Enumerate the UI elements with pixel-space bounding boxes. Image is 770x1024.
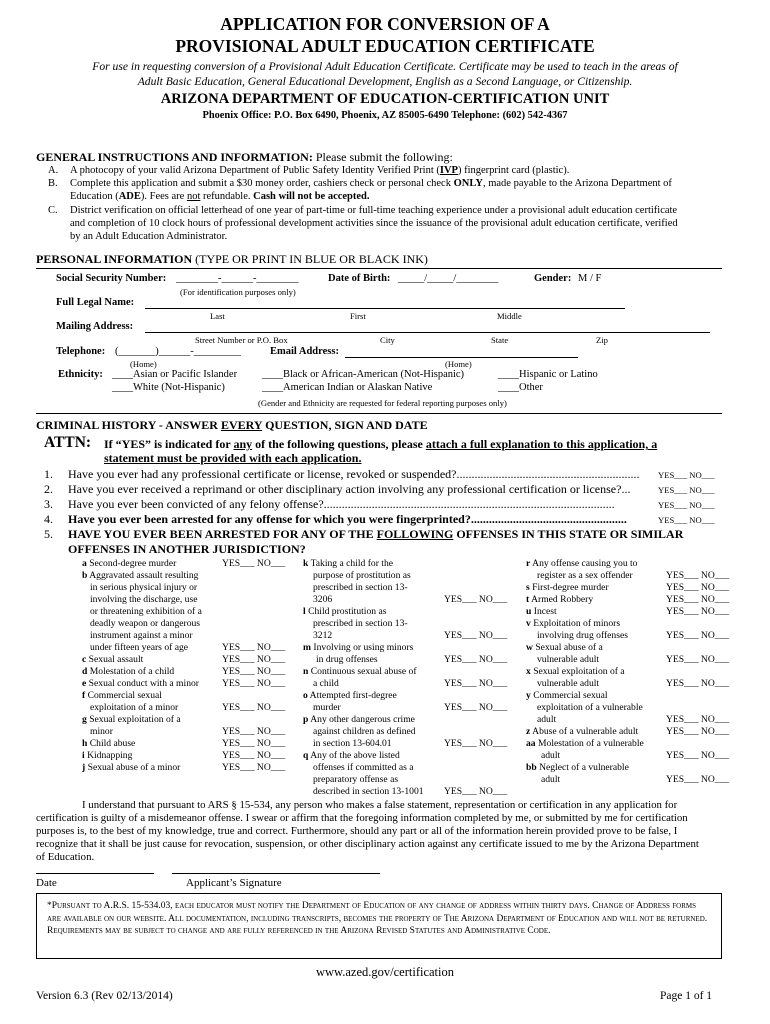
question-number: 1. — [44, 467, 53, 481]
ssn-note: (For identification purposes only) — [180, 287, 296, 297]
name-middle-caption: Middle — [497, 311, 522, 321]
question-2-yes-no[interactable]: YES___ NO___ — [658, 485, 715, 495]
offense-text: described in section 13-1001 — [313, 786, 424, 797]
offense-v-yes-no[interactable]: YES___ NO___ — [666, 630, 730, 641]
offense-text: in drug offenses — [316, 654, 378, 665]
attn-label: ATTN: — [44, 434, 92, 451]
question-number: 4. — [44, 512, 53, 526]
offense-w: w Sexual abuse of a — [526, 642, 603, 653]
gender-label: Gender: — [534, 273, 572, 284]
offense-bb: bb Neglect of a vulnerable — [526, 762, 629, 773]
name-first-caption: First — [350, 311, 366, 321]
offense-g-yes-no[interactable]: YES___ NO___ — [222, 726, 286, 737]
offense-z: z Abuse of a vulnerable adult — [526, 726, 639, 737]
offense-a: a Second-degree murder — [82, 558, 177, 569]
offense-d-yes-no[interactable]: YES___ NO___ — [222, 666, 286, 677]
offense-o-yes-no[interactable]: YES___ NO___ — [444, 702, 508, 713]
question-2: Have you ever received a reprimand or other disciplinary action involving any professional certification or license?... — [68, 482, 631, 496]
instruction-a: A photocopy of your valid Arizona Department of Public Safety Identity Verified Print (IVP) fingerprint card (plastic). — [70, 165, 570, 176]
criminal-heading: CRIMINAL HISTORY - ANSWER EVERY QUESTION, SIGN AND DATE — [36, 418, 428, 432]
item-letter-c: C. — [48, 205, 58, 216]
instruction-b-cont: Education (ADE). Fees are not refundable. Cash will not be accepted. — [70, 191, 370, 202]
offense-text: purpose of prostitution as — [313, 570, 411, 581]
footer-version: Version 6.3 (Rev 02/13/2014) — [36, 990, 173, 1002]
offense-text: instrument against a minor — [90, 630, 193, 641]
question-1-yes-no[interactable]: YES___ NO___ — [658, 470, 715, 480]
offense-text: deadly weapon or dangerous — [90, 618, 201, 629]
subtitle-line-1: For use in requesting conversion of a Provisional Adult Education Certificate. Certificate may be used to teach in the areas of — [92, 60, 678, 73]
office-address: Phoenix Office: P.O. Box 6490, Phoenix, AZ 85005-6490 Telephone: (602) 542-4367 — [202, 110, 568, 121]
offense-r: r Any offense causing you to — [526, 558, 638, 569]
ethnicity-hispanic-option[interactable]: ____Hispanic or Latino — [498, 369, 598, 380]
offense-l: l Child prostitution as — [303, 606, 387, 617]
offense-text: adult — [541, 774, 561, 785]
mailing-address-field[interactable] — [145, 332, 710, 333]
offense-text: against children as defined — [313, 726, 416, 737]
offense-j: j Sexual abuse of a minor — [82, 762, 181, 773]
offense-u-yes-no[interactable]: YES___ NO___ — [666, 606, 730, 617]
signature-field[interactable] — [172, 873, 380, 874]
offense-text: 3206 — [313, 594, 333, 605]
offense-p-yes-no[interactable]: YES___ NO___ — [444, 738, 508, 749]
offense-u: u Incest — [526, 606, 557, 617]
declaration-line-2: certification is guilty of a misdemeanor offense. I swear or affirm that the foregoing information completed by me, or submitted by me for certification — [36, 812, 688, 824]
offense-m: m Involving or using minors — [303, 642, 414, 653]
offense-text: involving drug offenses — [537, 630, 628, 641]
offense-text: under fifteen years of age — [90, 642, 189, 653]
item-letter-b: B. — [48, 178, 58, 189]
offense-text: exploitation of a minor — [90, 702, 179, 713]
offense-x-yes-no[interactable]: YES___ NO___ — [666, 678, 730, 689]
offense-aa: aa Molestation of a vulnerable — [526, 738, 644, 749]
offense-text: vulnerable adult — [537, 654, 600, 665]
offense-aa-yes-no[interactable]: YES___ NO___ — [666, 750, 730, 761]
offense-n: n Continuous sexual abuse of — [303, 666, 417, 677]
dob-label: Date of Birth: — [328, 273, 391, 284]
offense-c: c Sexual assault — [82, 654, 144, 665]
telephone-home-caption: (Home) — [130, 359, 157, 369]
offense-a-yes-no[interactable]: YES___ NO___ — [222, 558, 286, 569]
offense-k-yes-no[interactable]: YES___ NO___ — [444, 594, 508, 605]
question-number: 2. — [44, 482, 53, 496]
email-label: Email Address: — [270, 346, 339, 357]
signature-label: Applicant’s Signature — [186, 877, 282, 889]
title-line-1: APPLICATION FOR CONVERSION OF A — [220, 14, 550, 34]
offense-t: t Armed Robbery — [526, 594, 594, 605]
question-number: 3. — [44, 497, 53, 511]
gender-options[interactable]: M / F — [578, 273, 602, 284]
zip-caption: Zip — [596, 335, 608, 345]
question-3-yes-no[interactable]: YES___ NO___ — [658, 500, 715, 510]
footer-url[interactable]: www.azed.gov/certification — [315, 965, 455, 979]
offense-l-yes-no[interactable]: YES___ NO___ — [444, 630, 508, 641]
offense-m-yes-no[interactable]: YES___ NO___ — [444, 654, 508, 665]
offense-text: a child — [313, 678, 339, 689]
offense-text: register as a sex offender — [537, 570, 633, 581]
offense-k: k Taking a child for the — [303, 558, 394, 569]
telephone-field[interactable]: (_______)______-_________ — [115, 346, 241, 357]
offense-text: in section 13-604.01 — [313, 738, 392, 749]
email-home-caption: (Home) — [445, 359, 472, 369]
offense-x: x Sexual exploitation of a — [526, 666, 625, 677]
instructions-heading: GENERAL INSTRUCTIONS AND INFORMATION: Please submit the following: — [36, 150, 453, 164]
offense-text: adult — [541, 750, 561, 761]
offense-e-yes-no[interactable]: YES___ NO___ — [222, 678, 286, 689]
declaration-line-4: recognize that it shall be just cause for revocation, suspension, or other disciplinary action against any certificate issued to me by the Arizona Department — [36, 838, 699, 850]
street-caption: Street Number or P.O. Box — [195, 335, 288, 345]
offense-f-yes-no[interactable]: YES___ NO___ — [222, 702, 286, 713]
ethnicity-other-option[interactable]: ____Other — [498, 382, 543, 393]
declaration-line-5: of Education. — [36, 851, 95, 863]
personal-heading: PERSONAL INFORMATION (TYPE OR PRINT IN BLUE OR BLACK INK) — [36, 252, 428, 266]
offense-f: f Commercial sexual — [82, 690, 162, 701]
question-3: Have you ever been convicted of any felony offense?................................................................................................. — [68, 497, 615, 511]
item-letter-a: A. — [48, 165, 59, 176]
ssn-label: Social Security Number: — [56, 273, 167, 284]
offense-i: i Kidnapping — [82, 750, 133, 761]
state-caption: State — [491, 335, 509, 345]
offense-bb-yes-no[interactable]: YES___ NO___ — [666, 774, 730, 785]
offense-y-yes-no[interactable]: YES___ NO___ — [666, 714, 730, 725]
offense-text: 3212 — [313, 630, 333, 641]
date-label: Date — [36, 877, 57, 889]
offense-p: p Any other dangerous crime — [303, 714, 415, 725]
offense-text: offenses if committed as a — [313, 762, 414, 773]
offense-r-yes-no[interactable]: YES___ NO___ — [666, 570, 730, 581]
question-5-cont: OFFENSES IN ANOTHER JURISDICTION? — [68, 542, 306, 556]
question-4-yes-no[interactable]: YES___ NO___ — [658, 515, 715, 525]
ethnicity-note: (Gender and Ethnicity are requested for federal reporting purposes only) — [258, 398, 507, 408]
offense-h: h Child abuse — [82, 738, 136, 749]
ethnicity-white-option[interactable]: ____White (Not-Hispanic) — [112, 382, 225, 393]
offense-text: adult — [537, 714, 557, 725]
ethnicity-native-option[interactable]: ____American Indian or Alaskan Native — [262, 382, 433, 393]
ethnicity-asian-option[interactable]: ____Asian or Pacific Islander — [112, 369, 238, 380]
department-name: ARIZONA DEPARTMENT OF EDUCATION-CERTIFICATION UNIT — [160, 91, 610, 107]
offense-n-yes-no[interactable]: YES___ NO___ — [444, 678, 508, 689]
offense-text: vulnerable adult — [537, 678, 600, 689]
title-line-2: PROVISIONAL ADULT EDUCATION CERTIFICATE — [175, 36, 595, 56]
subtitle-line-2: Adult Basic Education, General Educational Development, English as a Second Language, or Citizenship. — [137, 75, 633, 88]
offense-y: y Commercial sexual — [526, 690, 608, 701]
question-1: Have you ever had any professional certificate or license, revoked or suspended?............................................................. — [68, 467, 640, 481]
telephone-label: Telephone: — [56, 346, 106, 357]
offense-j-yes-no[interactable]: YES___ NO___ — [222, 762, 286, 773]
offense-w-yes-no[interactable]: YES___ NO___ — [666, 654, 730, 665]
offense-text: preparatory offense as — [313, 774, 399, 785]
instruction-c-3: by an Adult Education Administrator. — [70, 231, 228, 242]
offense-i-yes-no[interactable]: YES___ NO___ — [222, 750, 286, 761]
declaration-line-3: purposes is, to the best of my knowledge, true and correct. Furthermore, should any part or all of the information herein provided prove to be false, I — [36, 825, 678, 837]
offense-q: q Any of the above listed — [303, 750, 400, 761]
question-4: Have you ever been arrested for any offense for which you were fingerprinted?.................................................... — [68, 512, 627, 526]
city-caption: City — [380, 335, 395, 345]
offense-s-yes-no[interactable]: YES___ NO___ — [666, 582, 730, 593]
offense-b: b Aggravated assault resulting — [82, 570, 199, 581]
offense-b-yes-no[interactable]: YES___ NO___ — [222, 642, 286, 653]
attn-text: If “YES” is indicated for any of the following questions, please attach a full explanation to this application, a — [104, 437, 658, 451]
instruction-c-1: District verification on official letterhead of one year of part-time or full-time teaching experience under a provisional adult education certificate — [70, 205, 678, 216]
offense-text: in serious physical injury or — [90, 582, 198, 593]
date-field[interactable] — [36, 873, 154, 874]
full-name-label: Full Legal Name: — [56, 297, 135, 308]
offense-text: prescribed in section 13- — [313, 582, 408, 593]
section-divider — [36, 268, 722, 269]
footer-page-number: Page 1 of 1 — [660, 990, 713, 1002]
offense-e: e Sexual conduct with a minor — [82, 678, 199, 689]
address-change-notice: *Pursuant to A.R.S. 15-534.03, each educator must notify the Department of Education of any change of address within thirty days. Change of Address forms are available on our website. All documentation, including transcripts, becomes the property of The Arizona Department of Education and will not be returned. Requirements may be subject to change and are fully referenced in the Arizona Revised Statutes and Administrative Code. — [36, 893, 722, 959]
offense-q-yes-no[interactable]: YES___ NO___ — [444, 786, 508, 797]
offense-text: prescribed in section 13- — [313, 618, 408, 629]
offense-text: or threatening exhibition of a — [90, 606, 202, 617]
offense-v: v Exploitation of minors — [526, 618, 621, 629]
offense-text: minor — [90, 726, 113, 737]
offense-h-yes-no[interactable]: YES___ NO___ — [222, 738, 286, 749]
question-5: HAVE YOU EVER BEEN ARRESTED FOR ANY OF THE FOLLOWING OFFENSES IN THIS STATE OR SIMILAR — [68, 527, 684, 541]
ssn-field[interactable]: ________-______-________ — [176, 273, 299, 284]
instruction-c-2: and completion of 10 clock hours of professional development activities since the issuance of the provisional adult education certificate, verified — [70, 218, 678, 229]
offense-text: involving the discharge, use — [90, 594, 198, 605]
offense-s: s First-degree murder — [526, 582, 609, 593]
ethnicity-label: Ethnicity: — [58, 369, 103, 380]
attn-text-cont: statement must be provided with each application. — [104, 451, 362, 465]
declaration-line-1: I understand that pursuant to ARS § 15-534, any person who makes a false statement, representation or certification in any application for — [82, 799, 678, 811]
full-name-field[interactable] — [145, 308, 625, 309]
offense-c-yes-no[interactable]: YES___ NO___ — [222, 654, 286, 665]
question-number: 5. — [44, 527, 53, 541]
ethnicity-black-option[interactable]: ____Black or African-American (Not-Hispanic) — [262, 369, 465, 380]
offense-text: murder — [313, 702, 341, 713]
dob-field[interactable]: _____/_____/________ — [398, 273, 499, 284]
instruction-b: Complete this application and submit a $30 money order, cashiers check or personal check ONLY, made payable to the Arizona Department of — [70, 178, 672, 189]
section-divider — [36, 413, 722, 414]
offense-d: d Molestation of a child — [82, 666, 175, 677]
offense-o: o Attempted first-degree — [303, 690, 397, 701]
email-field[interactable] — [345, 357, 578, 358]
name-last-caption: Last — [210, 311, 225, 321]
mailing-address-label: Mailing Address: — [56, 321, 134, 332]
offense-z-yes-no[interactable]: YES___ NO___ — [666, 726, 730, 737]
offense-text: exploitation of a vulnerable — [537, 702, 643, 713]
offense-g: g Sexual exploitation of a — [82, 714, 181, 725]
offense-t-yes-no[interactable]: YES___ NO___ — [666, 594, 730, 605]
